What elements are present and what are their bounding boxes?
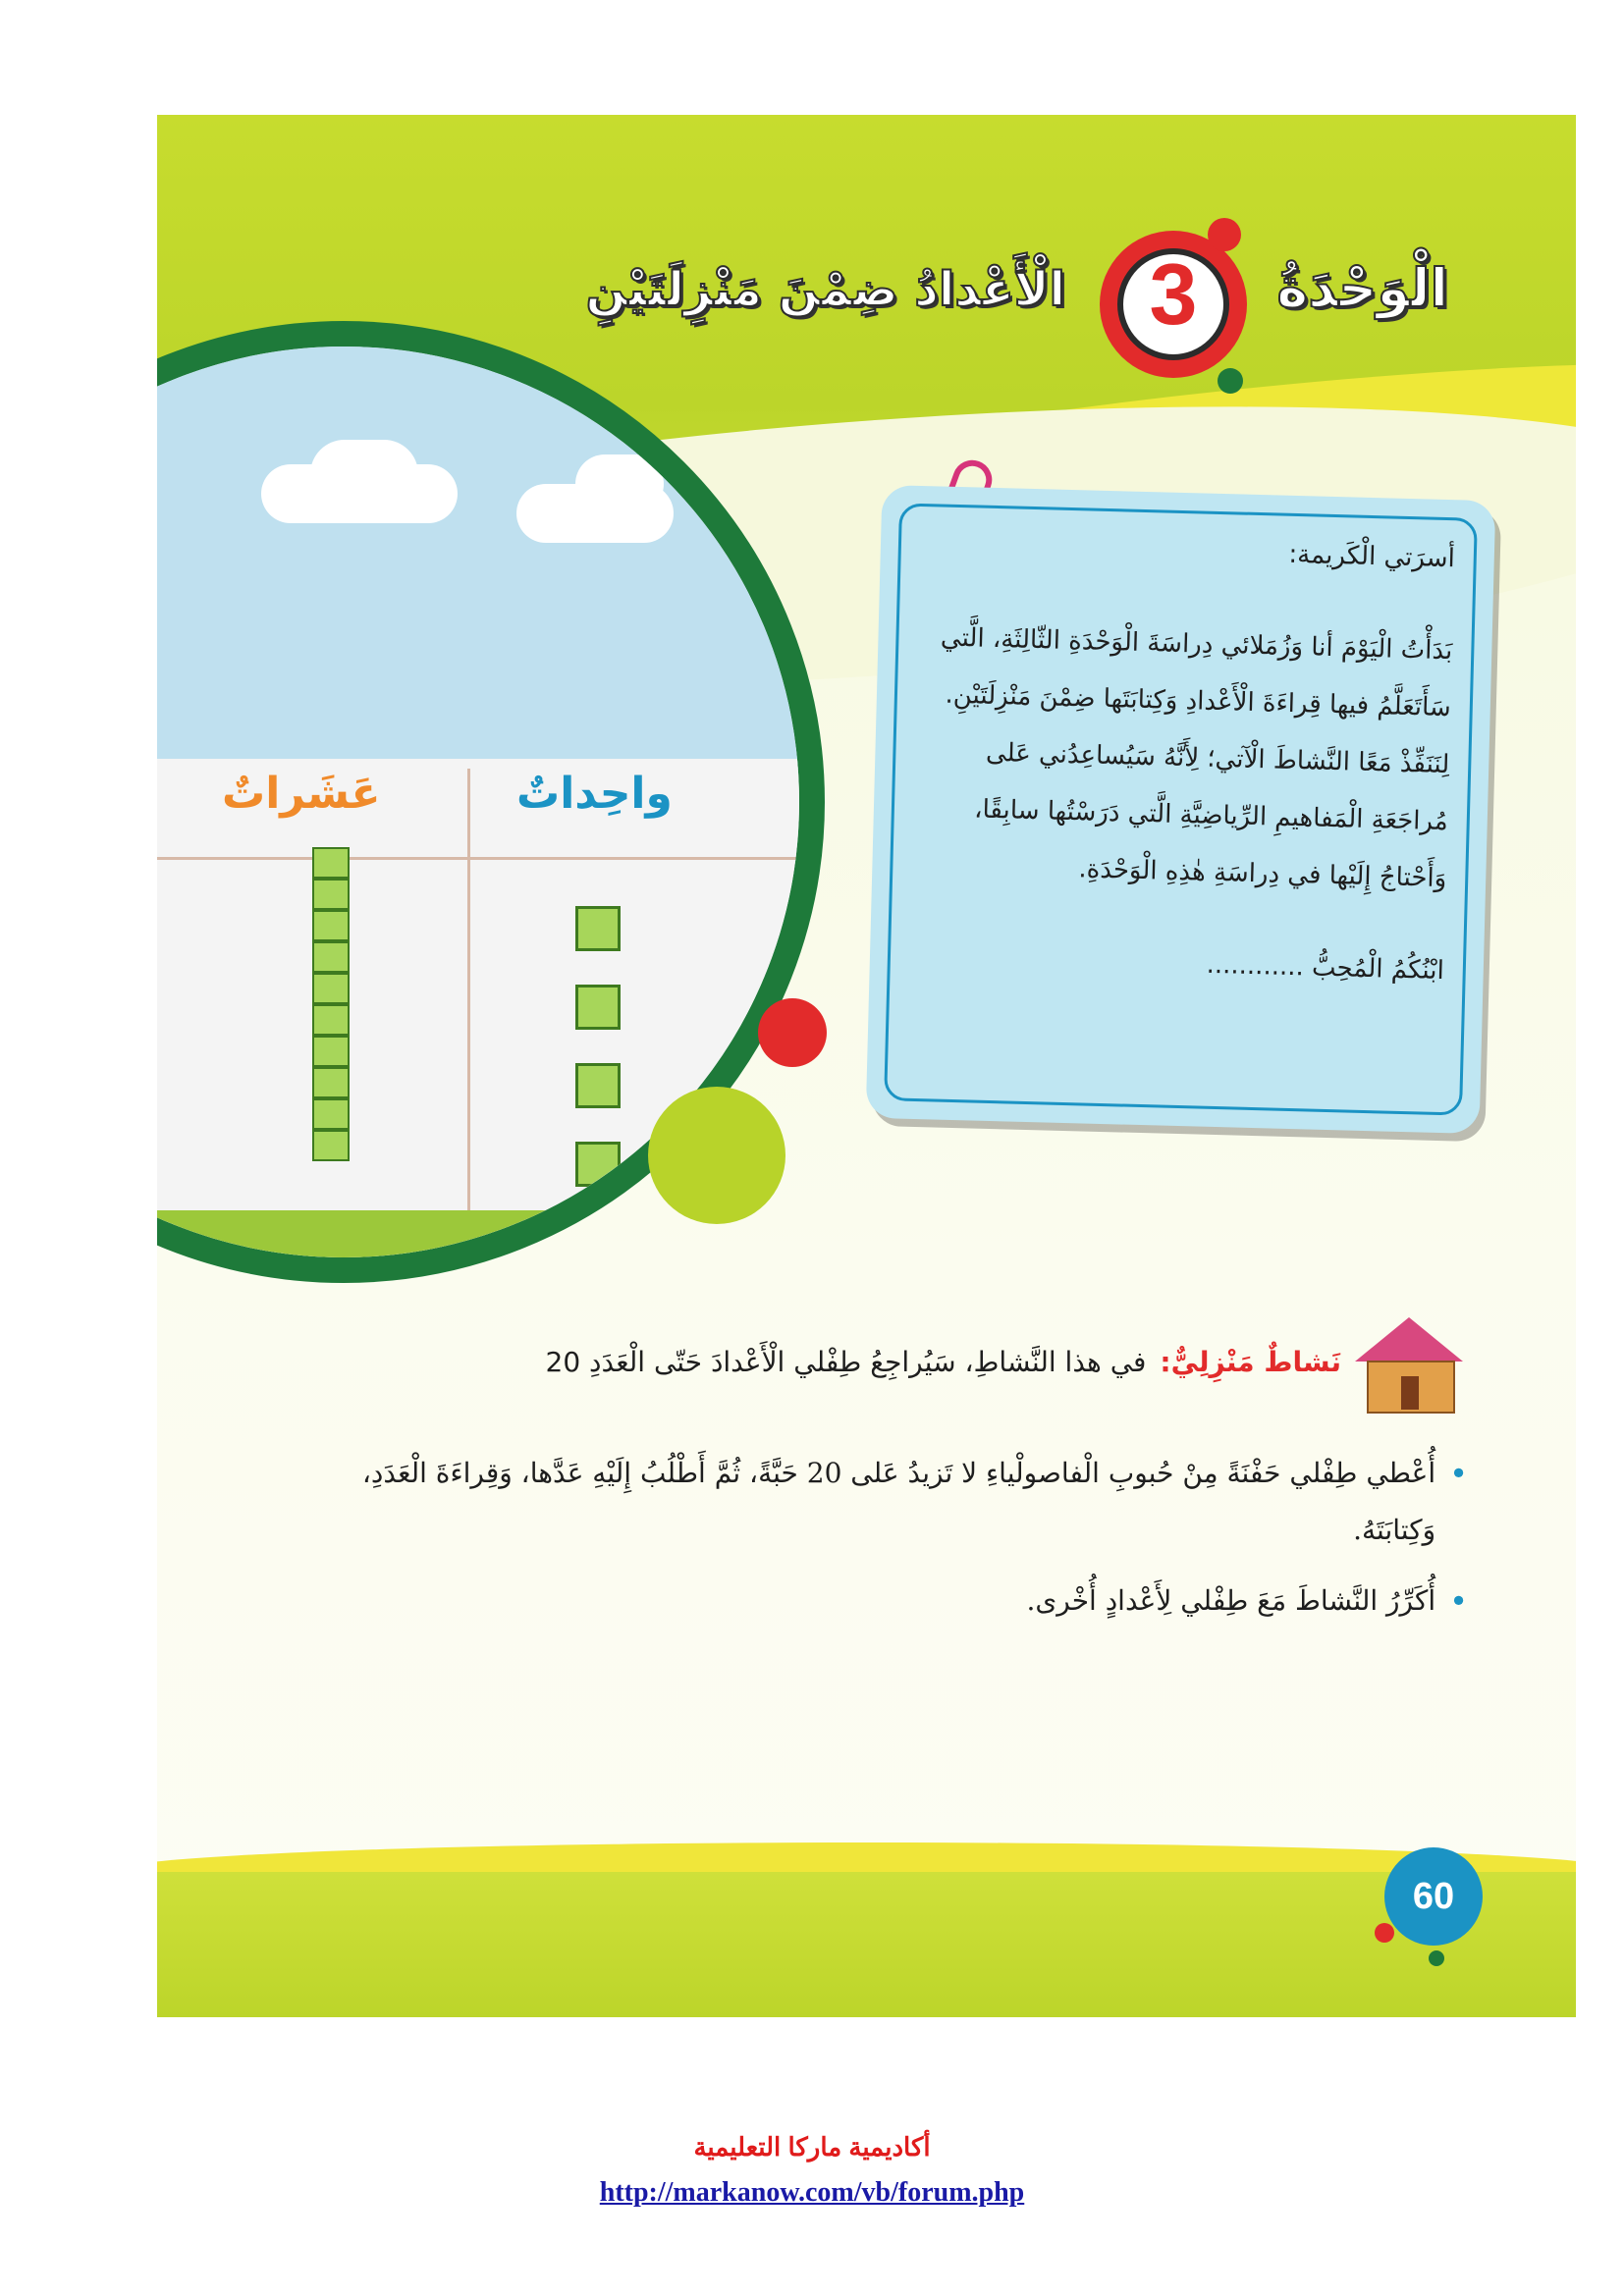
cube [312, 973, 350, 1004]
unit-title: الْأَعْدادُ ضِمْنَ مَنْزِلَتَيْنِ [585, 262, 1065, 317]
sky [157, 347, 799, 769]
house-icon [1355, 1308, 1463, 1415]
page-number-badge [1384, 1847, 1483, 1946]
table-column-divider [467, 769, 470, 1210]
unit-cube [575, 906, 621, 951]
unit-cube [575, 985, 621, 1030]
house-door [1401, 1376, 1419, 1410]
cube [312, 1067, 350, 1098]
cube [312, 879, 350, 910]
bullet-icon: • [1449, 1582, 1468, 1620]
footer-link[interactable]: http://markanow.com/vb/forum.php [599, 2177, 1025, 2208]
decor-dot [1429, 1950, 1444, 1966]
page-number: 60 [1384, 1847, 1483, 1946]
tens-heading: عَشَراتٌ [222, 769, 381, 819]
unit-cube [575, 1063, 621, 1108]
cube [312, 941, 350, 973]
cube [312, 910, 350, 941]
cube [312, 1004, 350, 1036]
cube [312, 1098, 350, 1130]
letter-signature: ابْنُكُمُ الْمُحِبُّ ............ [1206, 949, 1445, 987]
house-roof [1355, 1317, 1463, 1362]
decor-dot [1218, 368, 1243, 394]
decor-dot [1208, 218, 1241, 251]
cube [312, 1130, 350, 1161]
list-item [309, 1573, 1468, 1629]
units-heading: واحِداتٌ [516, 769, 673, 819]
home-activity [546, 1308, 1463, 1415]
unit-word: الْوَحْدَةُ [1276, 257, 1448, 319]
unit-number-badge [1100, 231, 1247, 378]
tens-rod [312, 847, 352, 1161]
bullet-icon: • [1449, 1455, 1468, 1492]
unit-cube [575, 1142, 621, 1187]
activity-intro: في هذا النَّشاطِ، سَيُراجِعُ طِفْلي الْأَعْدادَ حَتّى الْعَدَدِ 20 [545, 1345, 1147, 1378]
step-text: أُكَرِّرُ النَّشاطَ مَعَ طِفْلي لِأَعْدادٍ أُخْرى. [1026, 1584, 1436, 1617]
decor-dot [758, 998, 827, 1067]
list-item [309, 1445, 1468, 1559]
letter-body: بَدَأْتُ الْيَوْمَ أنا وَزُمَلائي دِراسَةَ الْوَحْدَةِ الثّالِثَةِ، الَّتي سَأَتَعَلَّمُ فيها قِراءَةَ الْأَعْدادِ وَكِتابَتَها ضِمْنَ مَنْزِلَتَيْنِ. لِنَنَفِّذْ مَعًا النَّشاطَ الْآتي؛ لِأَنَّهُ سَيُساعِدُني عَلى مُراجَعَةِ الْمَفاهيمِ الرِّياضِيَّةِ الَّتي دَرَسْتُها سابِقًا، وَأَحْتاجُ إِلَيْها في دِراسَةِ هٰذِهِ الْوَحْدَةِ. [940, 622, 1453, 894]
activity-label: نَشاطٌ مَنْزِلِيٌّ: [1160, 1345, 1341, 1378]
decor-dot [648, 1087, 785, 1224]
letter-text [909, 530, 1456, 986]
cube [312, 847, 350, 879]
bottom-green-band [157, 1872, 1576, 2017]
decor-dot [1375, 1923, 1394, 1943]
table-header-line [157, 857, 799, 860]
cube [312, 1036, 350, 1067]
textbook-page [157, 115, 1576, 2017]
activity-steps [309, 1445, 1468, 1629]
cloud-icon [575, 454, 664, 513]
footer-academy: أكاديمية ماركا التعليمية [693, 2132, 931, 2162]
step-text: أُعْطي طِفْلي حَفْنَةً مِنْ حُبوبِ الْفاصولْياءِ لا تَزيدُ عَلى 20 حَبَّةً، ثُمَّ أَطْلُبُ إِلَيْهِ عَدَّها، وَقِراءَةَ الْعَدَدِ، وَكِتابَتَهُ. [361, 1457, 1436, 1546]
letter-card [866, 485, 1496, 1134]
cloud-icon [310, 440, 418, 508]
letter-greeting: أسرَتي الْكَريمة: [1288, 539, 1456, 574]
unit-number: 3 [1149, 245, 1198, 343]
